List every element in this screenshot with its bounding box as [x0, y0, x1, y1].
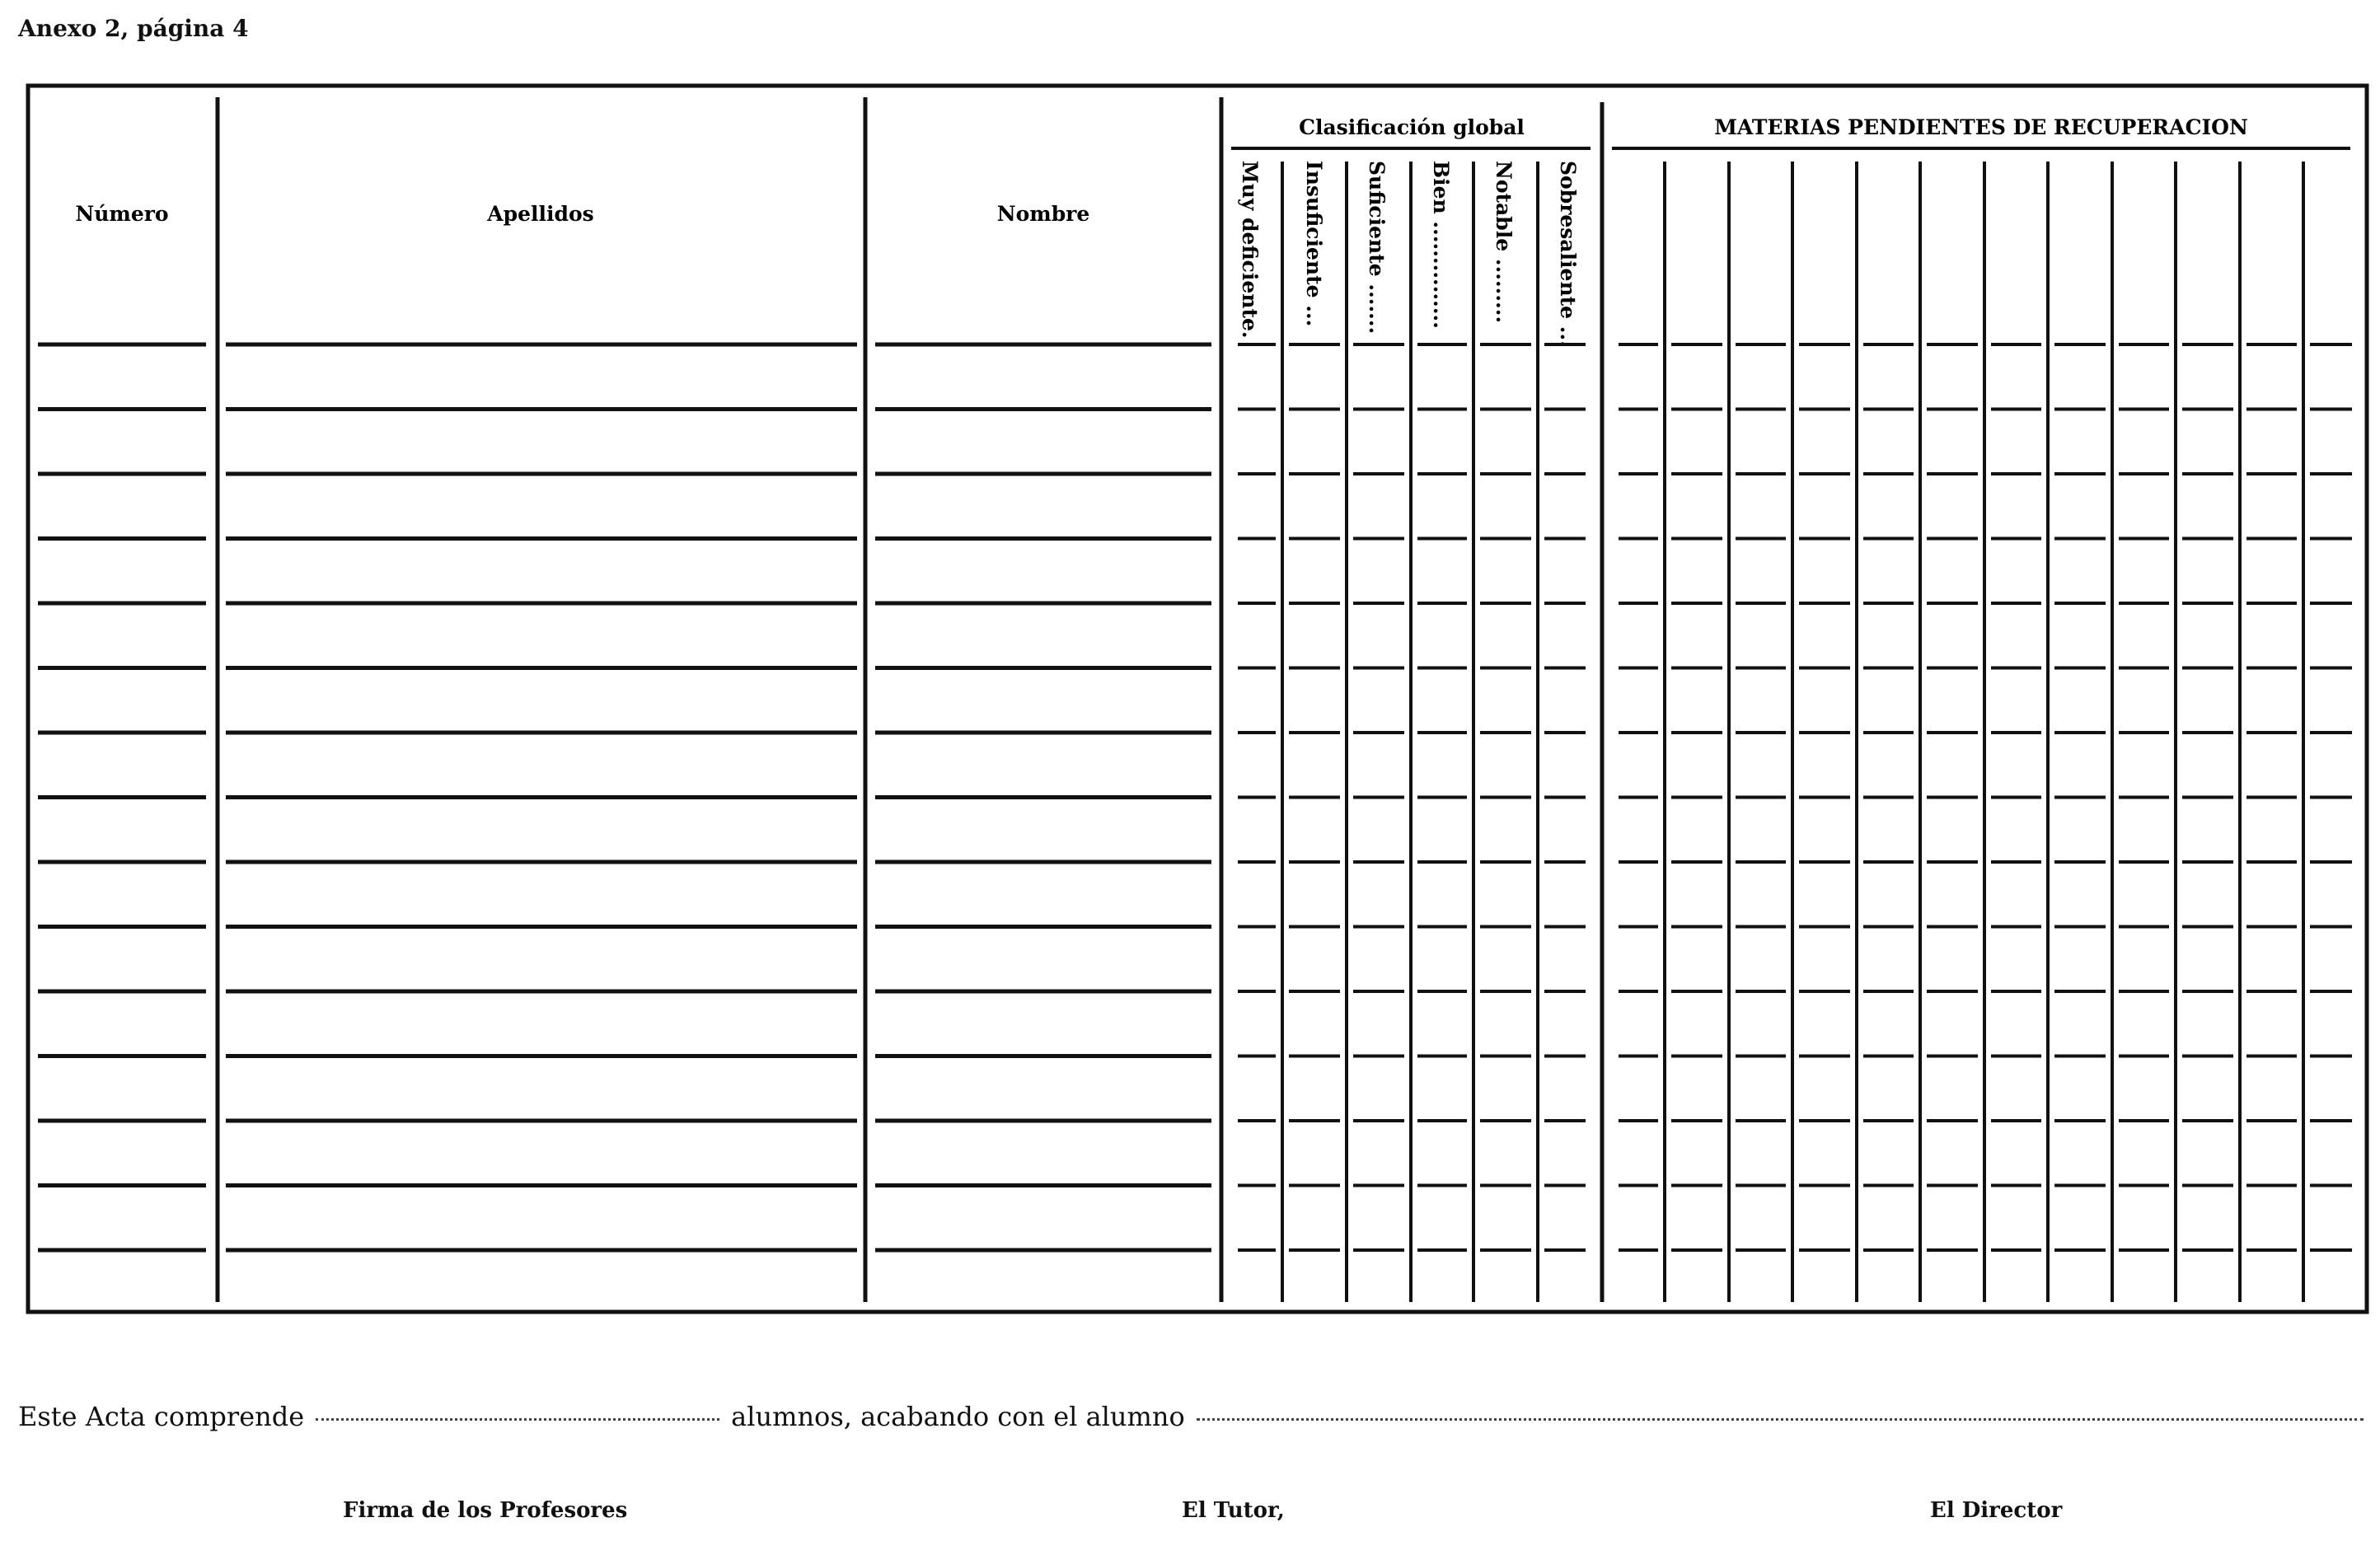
grade-label: Muy deficiente.	[1238, 161, 1262, 339]
signature-tutor: El Tutor,	[1182, 1498, 1285, 1523]
page-label: Anexo 2, página 4	[18, 15, 249, 42]
grade-labels	[1238, 161, 1580, 348]
acta-statement	[18, 1401, 2375, 1432]
grade-label: Insuficiente ...	[1302, 161, 1326, 327]
header-materias-pendientes: MATERIAS PENDIENTES DE RECUPERACION	[1714, 115, 2248, 139]
acta-middle: alumnos, acabando con el alumno	[731, 1401, 1185, 1432]
grade-label: Suficiente .......	[1365, 161, 1389, 335]
header-clasificacion-global: Clasificación global	[1299, 115, 1525, 139]
header-apellidos: Apellidos	[487, 202, 594, 226]
last-alumno-field[interactable]	[1197, 1418, 2364, 1421]
signature-profesores: Firma de los Profesores	[343, 1498, 628, 1523]
grade-label: Sobresaliente ...	[1556, 161, 1580, 348]
header-numero: Número	[75, 202, 169, 226]
header-nombre: Nombre	[996, 202, 1090, 226]
alumnos-count-field[interactable]	[316, 1418, 719, 1421]
table-frame	[28, 86, 2367, 1312]
signature-director: El Director	[1930, 1498, 2063, 1523]
row-lines	[38, 344, 2352, 1250]
grade-label: Bien ...............	[1429, 161, 1453, 329]
acta-prefix: Este Acta comprende	[18, 1401, 305, 1432]
grade-label: Notable .........	[1492, 161, 1516, 324]
